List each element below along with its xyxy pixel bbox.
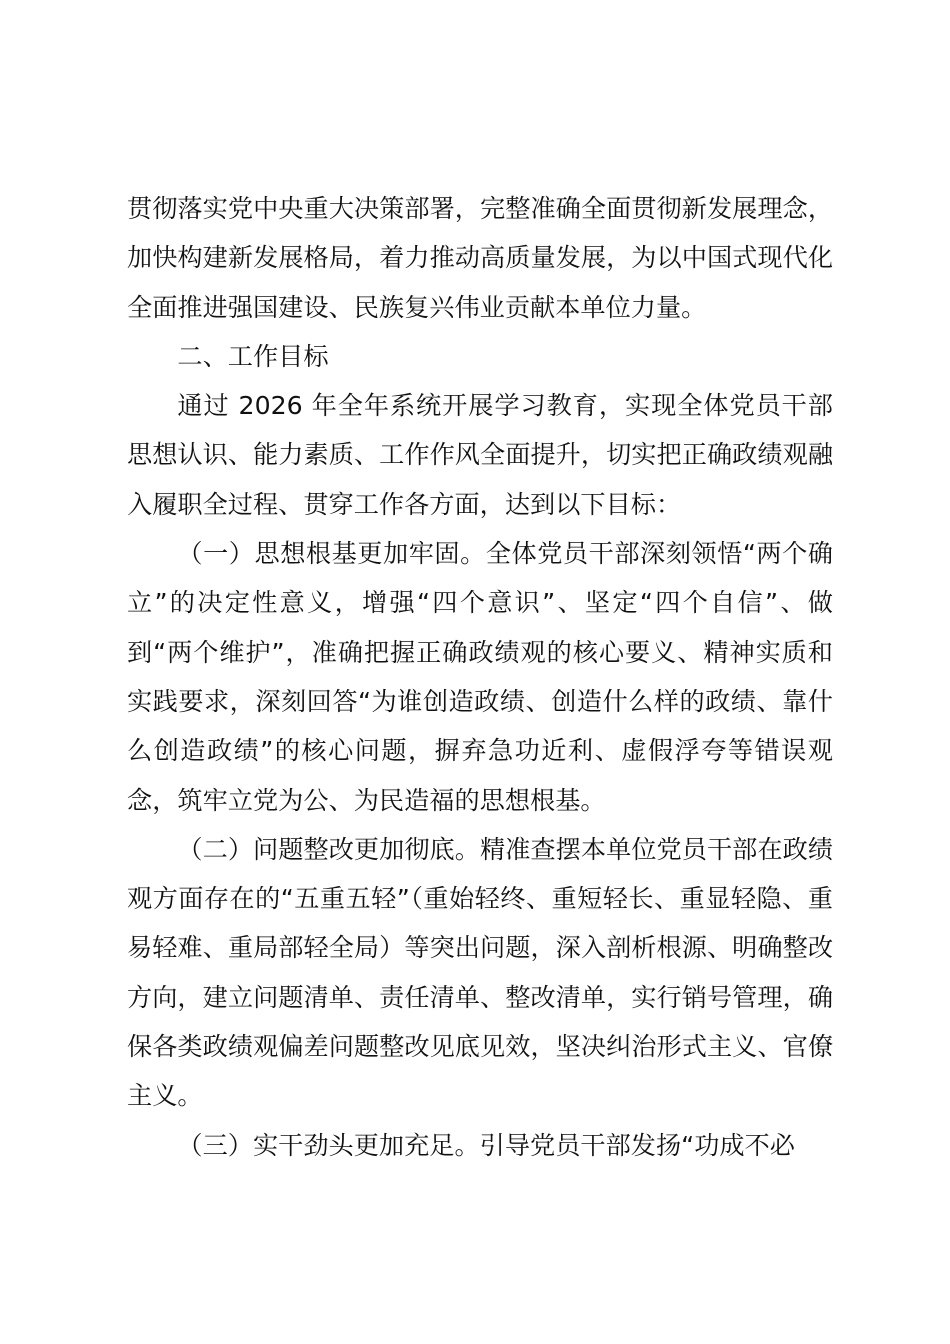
body-paragraph-goal-1: （一）思想根基更加牢固。全体党员干部深刻领悟“两个确立”的决定性意义，增强“四个意识”、坚定“四个自信”、做到“两个维护”，准确把握正确政绩观的核心要义、精神实质和实践要求，深刻回答“为谁创造政绩、创造什么样的政绩、靠什么创造政绩”的核心问题，摒弃急功近利、虚假浮夸等错误观念，筑牢立党为公、为民造福的思想根基。: [127, 539, 833, 815]
body-paragraph-goals-intro: 通过 2026 年全年系统开展学习教育，实现全体党员干部思想认识、能力素质、工作作风全面提升，切实把正确政绩观融入履职全过程、贯穿工作各方面，达到以下目标：: [127, 391, 833, 519]
section-heading-work-goals: 二、工作目标: [177, 341, 329, 371]
document-page: [127, 184, 833, 1170]
body-paragraph-goal-2: （二）问题整改更加彻底。精准查摆本单位党员干部在政绩观方面存在的“五重五轻”（重始轻终、重短轻长、重显轻隐、重易轻难、重局部轻全局）等突出问题，深入剖析根源、明确整改方向，建立问题清单、责任清单、整改清单，实行销号管理，确保各类政绩观偏差问题整改见底见效，坚决纠治形式主义、官僚主义。: [127, 834, 833, 1111]
body-paragraph-goal-3: （三）实干劲头更加充足。引导党员干部发扬“功成不必: [177, 1130, 795, 1160]
body-paragraph-continuation: 贯彻落实党中央重大决策部署，完整准确全面贯彻新发展理念，加快构建新发展格局，着力推动高质量发展，为以中国式现代化全面推进强国建设、民族复兴伟业贡献本单位力量。: [127, 194, 833, 322]
